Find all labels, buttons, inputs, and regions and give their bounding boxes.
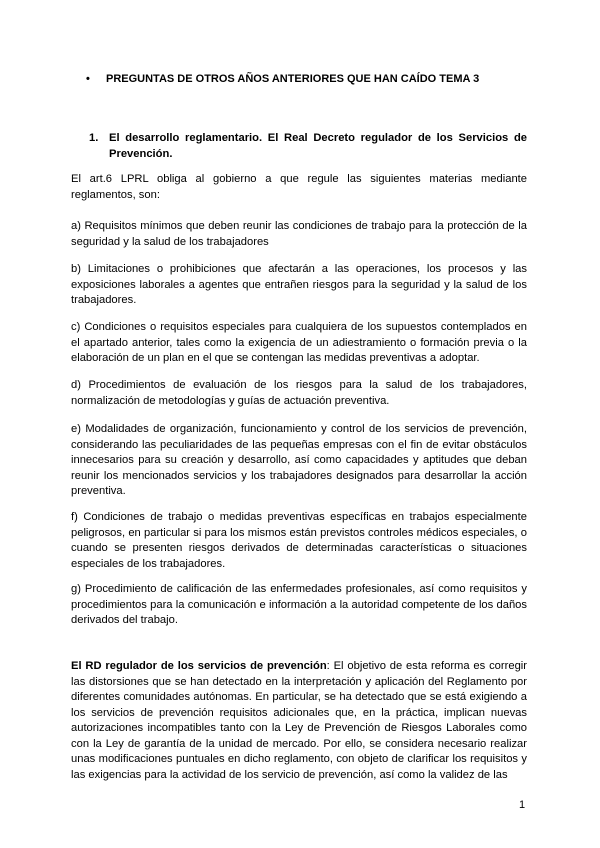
- list-item-g: g) Procedimiento de calificación de las enfermedades profesionales, así como requisitos y procedimientos para la comunicación e información a la autoridad competente de los daños derivados del trabajo.: [71, 583, 527, 626]
- rd-body: : El objetivo de esta reforma es corregir las distorsiones que se han detectado en la interpretación y aplicación del Reglamento por diferentes comunidades autónomas. En particular, se ha detectado que se está exigiendo a los servicios de prevención requisitos adicionales que, en la práctica, implican nuevas autorizaciones incompatibles tanto con la Ley de Prevención de Riesgos Laborales como con la Ley de garantía de la unidad de mercado. Por ello, se considera necesario realizar unas modificaciones puntuales en dicho reglamento, con objeto de clarificar los requisitos y las exigencias para la actividad de los servicio de prevención, así como la validez de las: [71, 660, 527, 781]
- rd-paragraph: [71, 659, 527, 783]
- list-item-a: a) Requisitos mínimos que deben reunir las condiciones de trabajo para la protección de la seguridad y la salud de los trabajadores: [71, 220, 527, 248]
- section-heading: [89, 131, 527, 162]
- rd-lead: El RD regulador de los servicios de prevención: [71, 660, 327, 672]
- list-item-c: c) Condiciones o requisitos especiales para cualquiera de los supuestos contemplados en el apartado anterior, tales como la exigencia de un adiestramiento o formación previa o la elaboración de un plan en el que se contengan las medidas preventivas a adoptar.: [71, 321, 527, 364]
- section-number: 1.: [89, 132, 99, 144]
- list-item-b: b) Limitaciones o prohibiciones que afectarán a las operaciones, los procesos y las exposiciones laborales a agentes que entrañen riesgos para la seguridad y la salud de los trabajadores.: [71, 263, 527, 306]
- intro-paragraph: El art.6 LPRL obliga al gobierno a que regule las siguientes materias mediante reglamentos, son:: [71, 173, 527, 201]
- list-item-d: d) Procedimientos de evaluación de los riesgos para la salud de los trabajadores, normalización de metodologías y guías de actuación preventiva.: [71, 379, 527, 407]
- section-title: El desarrollo reglamentario. El Real Decreto regulador de los Servicios de Prevención.: [109, 132, 527, 160]
- list-item-f: f) Condiciones de trabajo o medidas preventivas específicas en trabajos especialmente peligrosos, en particular si para los mismos están previstos controles médicos especiales, o cuando se presenten riesgos derivados de determinadas características o situaciones especiales de los trabajadores.: [71, 511, 527, 570]
- page-number: 1: [519, 799, 526, 811]
- bullet-heading-text: PREGUNTAS DE OTROS AÑOS ANTERIORES QUE HAN CAÍDO TEMA 3: [106, 73, 480, 85]
- bullet-icon: •: [86, 73, 90, 85]
- list-item-e: e) Modalidades de organización, funcionamiento y control de los servicios de prevención, considerando las peculiaridades de las pequeñas empresas con el fin de evitar obstáculos innecesarios para su creación y desarrollo, así como capacidades y aptitudes que deban reunir los mencionados servicios y los trabajadores designados para desarrollar la acción preventiva.: [71, 423, 527, 497]
